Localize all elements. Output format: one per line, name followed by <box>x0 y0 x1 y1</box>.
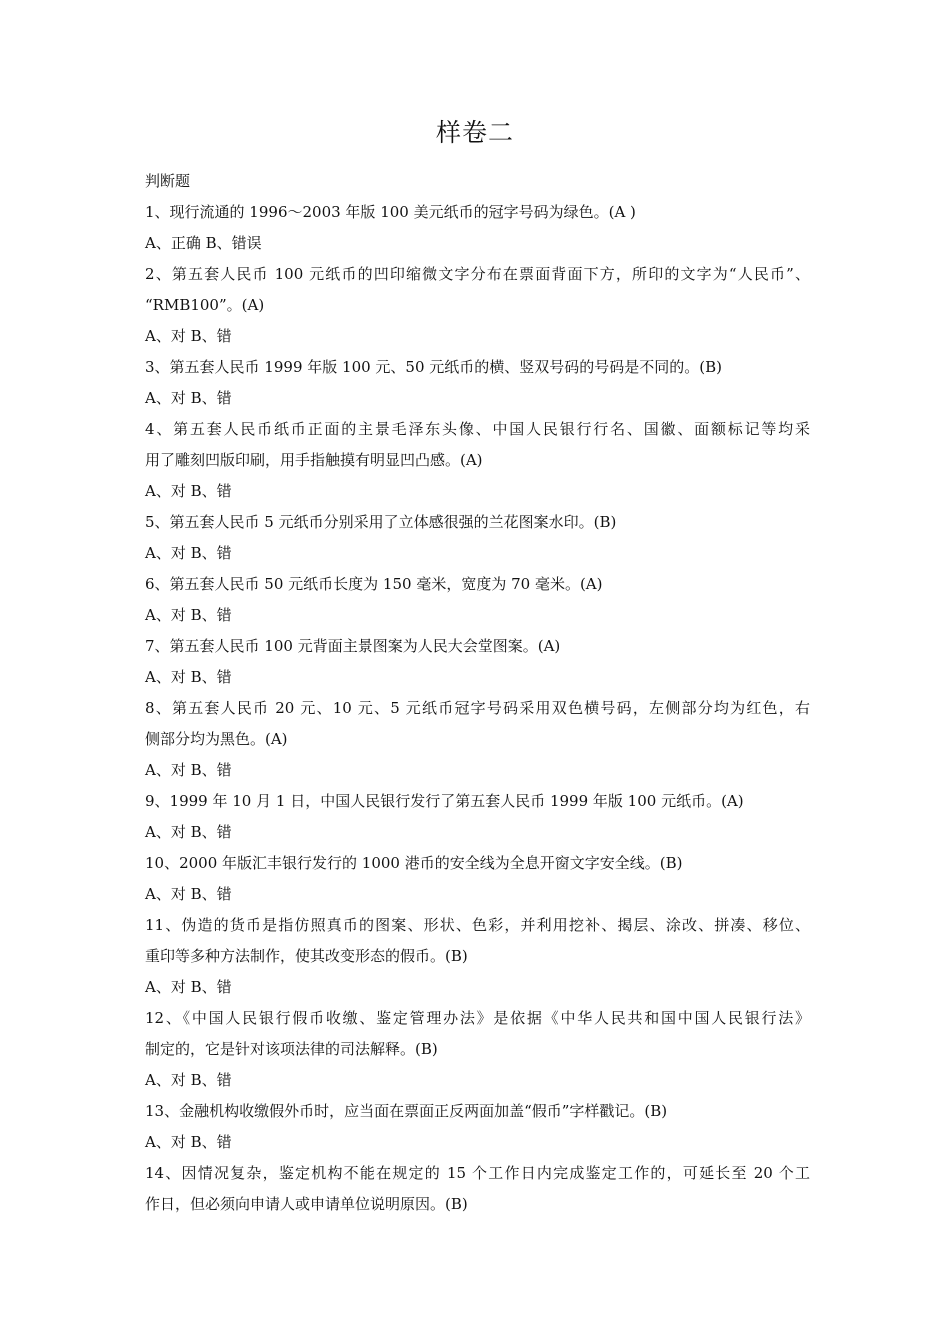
answer-options-line: A、对 B、错 <box>145 823 232 841</box>
question-line: 9、1999 年 10 月 1 日，中国人民银行发行了第五套人民币 1999 年版 100 元纸币。(A) <box>145 792 744 810</box>
question-line: “RMB100”。(A) <box>145 296 265 314</box>
answer-options-line: A、对 B、错 <box>145 327 232 345</box>
answer-options-line: A、对 B、错 <box>145 1133 232 1151</box>
answer-options-line: A、对 B、错 <box>145 482 232 500</box>
question-line: 13、金融机构收缴假外币时，应当面在票面正反两面加盖“假币”字样戳记。(B) <box>145 1102 668 1120</box>
answer-options-line: A、正确 B、错误 <box>145 234 262 252</box>
question-line: 作日，但必须向申请人或申请单位说明原因。(B) <box>145 1195 468 1213</box>
answer-options-line: A、对 B、错 <box>145 761 232 779</box>
question-line: 4、第五套人民币纸币正面的主景毛泽东头像、中国人民银行行名、国徽、面额标记等均采 <box>145 420 810 438</box>
question-line: 5、第五套人民币 5 元纸币分别采用了立体感很强的兰花图案水印。(B) <box>145 513 617 531</box>
document-body <box>145 166 810 1220</box>
question-line: 制定的，它是针对该项法律的司法解释。(B) <box>145 1040 438 1058</box>
answer-options-line: A、对 B、错 <box>145 978 232 996</box>
answer-options-line: A、对 B、错 <box>145 668 232 686</box>
answer-options-line: A、对 B、错 <box>145 606 232 624</box>
answer-options-line: A、对 B、错 <box>145 544 232 562</box>
question-line: 3、第五套人民币 1999 年版 100 元、50 元纸币的横、竖双号码的号码是不同的。(B) <box>145 358 723 376</box>
question-line: 10、2000 年版汇丰银行发行的 1000 港币的安全线为全息开窗文字安全线。(B) <box>145 854 683 872</box>
question-line: 2、第五套人民币 100 元纸币的凹印缩微文字分布在票面背面下方，所印的文字为“人民币”、 <box>145 265 810 283</box>
question-line: 侧部分均为黑色。(A) <box>145 730 288 748</box>
question-line: 6、第五套人民币 50 元纸币长度为 150 毫米，宽度为 70 毫米。(A) <box>145 575 603 593</box>
question-line: 8、第五套人民币 20 元、10 元、5 元纸币冠字号码采用双色横号码，左侧部分均为红色，右 <box>145 699 810 717</box>
question-line: 1、现行流通的 1996～2003 年版 100 美元纸币的冠字号码为绿色。(A ) <box>145 203 636 221</box>
page-title: 样卷二 <box>435 118 514 147</box>
question-line: 14、因情况复杂，鉴定机构不能在规定的 15 个工作日内完成鉴定工作的，可延长至 20 个工 <box>145 1164 810 1182</box>
answer-options-line: A、对 B、错 <box>145 389 232 407</box>
question-line: 11、伪造的货币是指仿照真币的图案、形状、色彩，并利用挖补、揭层、涂改、拼凑、移位、 <box>145 916 810 934</box>
question-line: 重印等多种方法制作，使其改变形态的假币。(B) <box>145 947 468 965</box>
question-line: 12、《中国人民银行假币收缴、鉴定管理办法》是依据《中华人民共和国中国人民银行法》 <box>145 1009 810 1027</box>
question-line: 用了雕刻凹版印刷，用手指触摸有明显凹凸感。(A) <box>145 451 483 469</box>
section-heading: 判断题 <box>145 172 191 190</box>
answer-options-line: A、对 B、错 <box>145 885 232 903</box>
answer-options-line: A、对 B、错 <box>145 1071 232 1089</box>
question-line: 7、第五套人民币 100 元背面主景图案为人民大会堂图案。(A) <box>145 637 561 655</box>
